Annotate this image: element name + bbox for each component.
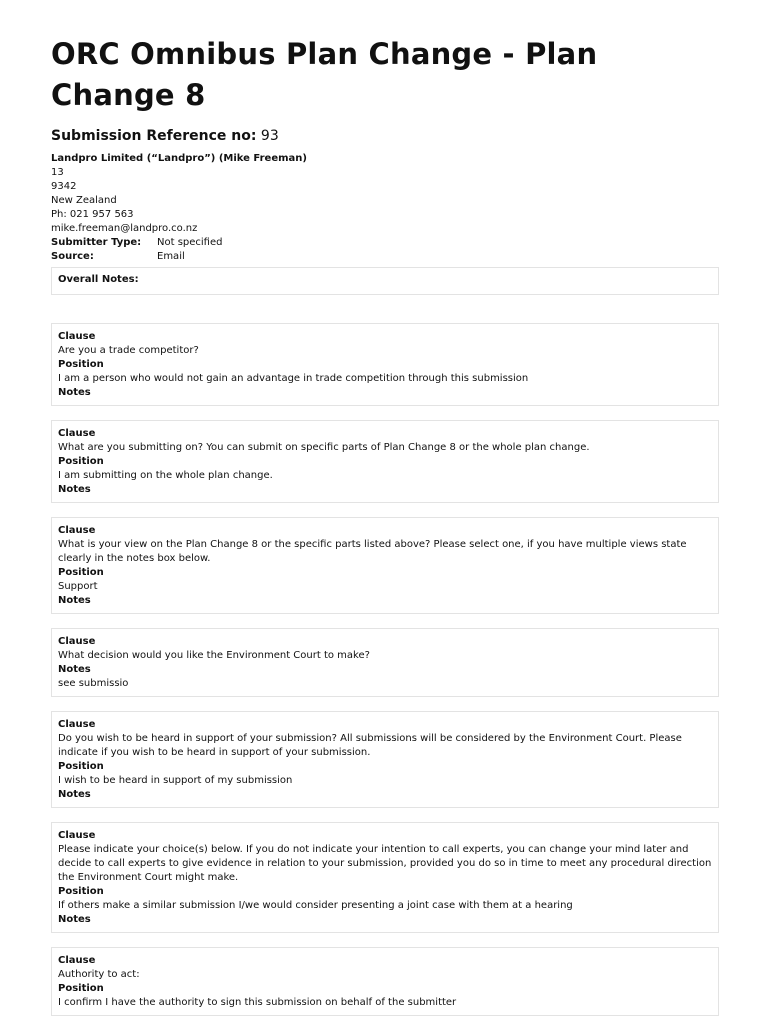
position-label: Position bbox=[58, 359, 104, 370]
position-text: I confirm I have the authority to sign this submission on behalf of the submitter bbox=[58, 997, 457, 1008]
notes-label: Notes bbox=[58, 789, 91, 800]
position-label: Position bbox=[58, 567, 104, 578]
position-text: I wish to be heard in support of my submission bbox=[58, 775, 293, 786]
clause-text: Authority to act: bbox=[58, 969, 140, 980]
notes-label: Notes bbox=[58, 595, 91, 606]
clause-block bbox=[51, 517, 719, 614]
document-page bbox=[51, 34, 719, 1024]
address-country: New Zealand bbox=[51, 195, 117, 206]
clause-label: Clause bbox=[58, 525, 96, 536]
clause-block bbox=[51, 822, 719, 933]
clause-block bbox=[51, 420, 719, 503]
clause-block bbox=[51, 323, 719, 406]
submitter-email: mike.freeman@landpro.co.nz bbox=[51, 223, 198, 234]
submitter-type-row bbox=[51, 236, 719, 250]
clause-label: Clause bbox=[58, 331, 96, 342]
submission-reference bbox=[51, 127, 719, 145]
notes-label: Notes bbox=[58, 387, 91, 398]
overall-notes-label: Overall Notes: bbox=[58, 274, 139, 285]
clause-block bbox=[51, 711, 719, 808]
position-label: Position bbox=[58, 456, 104, 467]
submission-reference-value: 93 bbox=[260, 128, 279, 144]
clause-label: Clause bbox=[58, 428, 96, 439]
clause-label: Clause bbox=[58, 719, 96, 730]
address-line: 13 bbox=[51, 167, 64, 178]
document-title: ORC Omnibus Plan Change - Plan Change 8 bbox=[51, 37, 598, 112]
overall-notes-box bbox=[51, 267, 719, 295]
clause-block bbox=[51, 628, 719, 697]
clause-text: Are you a trade competitor? bbox=[58, 345, 199, 356]
source-value: Email bbox=[157, 251, 185, 262]
clause-label: Clause bbox=[58, 955, 96, 966]
position-text: I am a person who would not gain an advantage in trade competition through this submission bbox=[58, 373, 529, 384]
submission-reference-label: Submission Reference no: bbox=[51, 128, 257, 144]
clause-label: Clause bbox=[58, 830, 96, 841]
position-label: Position bbox=[58, 886, 104, 897]
clause-text: Do you wish to be heard in support of your submission? All submissions will be considered by the Environment Court. Please indicate if you wish to be heard in support of your submission. bbox=[58, 733, 682, 758]
submitter-type-label: Submitter Type: bbox=[51, 237, 142, 248]
clause-label: Clause bbox=[58, 636, 96, 647]
submitter-name: Landpro Limited (“Landpro”) (Mike Freeman) bbox=[51, 153, 307, 164]
position-label: Position bbox=[58, 983, 104, 994]
notes-text: see submissio bbox=[58, 678, 129, 689]
submitter-details bbox=[51, 152, 719, 264]
notes-label: Notes bbox=[58, 664, 91, 675]
clause-text: What decision would you like the Environment Court to make? bbox=[58, 650, 370, 661]
source-row bbox=[51, 250, 719, 264]
submitter-type-value: Not specified bbox=[157, 237, 223, 248]
clause-text: What is your view on the Plan Change 8 or the specific parts listed above? Please select one, if you have multiple views state clearly in the notes box below. bbox=[58, 539, 687, 564]
position-text: I am submitting on the whole plan change. bbox=[58, 470, 273, 481]
clause-text: What are you submitting on? You can submit on specific parts of Plan Change 8 or the whole plan change. bbox=[58, 442, 590, 453]
clause-text: Please indicate your choice(s) below. If you do not indicate your intention to call experts, you can change your mind later and decide to call experts to give evidence in relation to your submission, provided you do so in time to meet any procedural direction the Environment Court might make. bbox=[58, 844, 712, 883]
address-line: 9342 bbox=[51, 181, 77, 192]
position-label: Position bbox=[58, 761, 104, 772]
position-text: If others make a similar submission I/we would consider presenting a joint case with them at a hearing bbox=[58, 900, 573, 911]
notes-label: Notes bbox=[58, 484, 91, 495]
source-label: Source: bbox=[51, 251, 94, 262]
clause-list bbox=[51, 323, 719, 1016]
position-text: Support bbox=[58, 581, 98, 592]
submitter-phone: Ph: 021 957 563 bbox=[51, 209, 134, 220]
notes-label: Notes bbox=[58, 914, 91, 925]
clause-block bbox=[51, 947, 719, 1016]
